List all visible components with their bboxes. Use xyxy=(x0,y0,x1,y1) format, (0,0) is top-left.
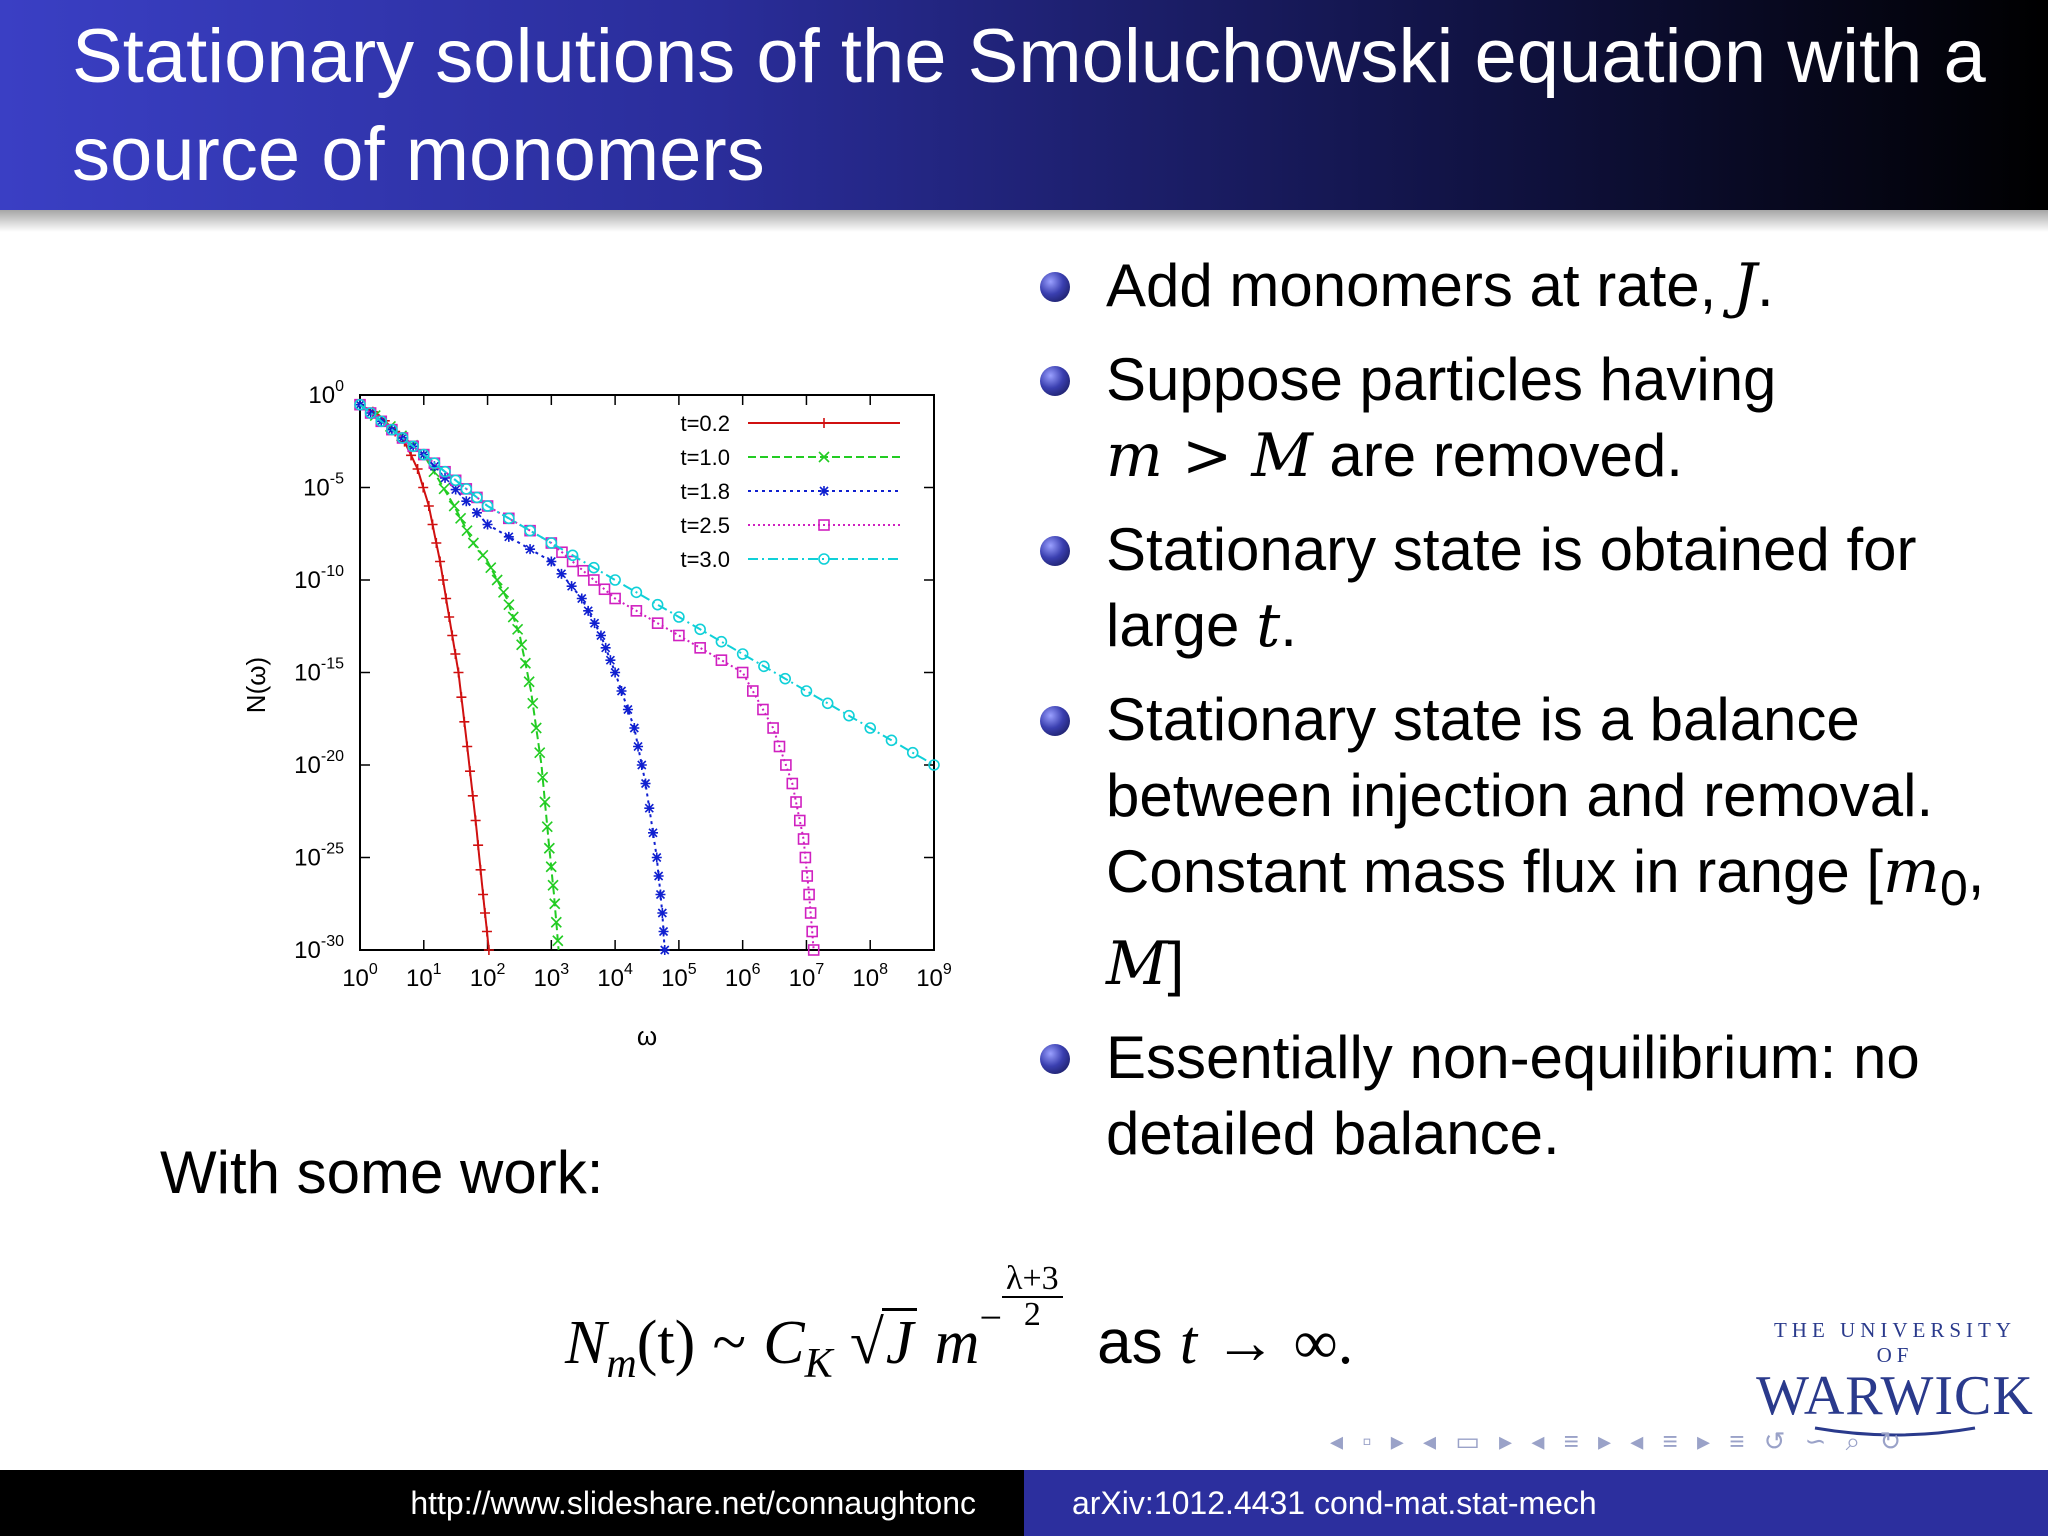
data-point xyxy=(468,538,478,548)
data-point xyxy=(525,544,535,554)
bullet-5 xyxy=(1040,1020,2040,1172)
bullet-4-bracket: ] xyxy=(1167,930,1185,997)
data-point xyxy=(644,803,654,813)
data-point xyxy=(413,464,423,474)
data-point xyxy=(472,508,482,518)
data-point xyxy=(435,557,445,567)
data-point xyxy=(577,594,587,604)
x-tick-label: $10^2$ xyxy=(469,961,506,992)
data-point xyxy=(610,668,620,678)
legend-marker xyxy=(819,418,829,428)
x-tick-label: $10^9$ xyxy=(916,961,952,992)
data-point xyxy=(478,890,488,900)
series-line xyxy=(360,405,489,950)
data-point xyxy=(738,649,748,659)
legend-marker xyxy=(819,486,829,496)
beamer-navigation[interactable]: ◂ ▫ ▸ ◂ ▭ ▸ ◂ ≡ ▸ ◂ ≡ ▸ ≡ ↺ ∽ ⌕ ↻ xyxy=(1330,1426,1908,1456)
data-point xyxy=(716,637,726,647)
data-point xyxy=(486,563,496,573)
formula-exponent xyxy=(1002,1262,1063,1332)
data-point xyxy=(483,520,493,530)
legend-label: t=0.2 xyxy=(680,411,730,436)
data-point xyxy=(525,526,535,536)
data-point xyxy=(504,532,514,542)
data-point xyxy=(450,649,460,659)
data-point xyxy=(418,483,428,493)
title-shadow xyxy=(0,210,2048,232)
series-layer xyxy=(355,400,939,955)
formula-arrow: → xyxy=(1214,1309,1277,1377)
data-point xyxy=(583,606,593,616)
y-tick-label: $10^0$ xyxy=(308,378,344,409)
footer-arxiv: arXiv:1012.4431 cond-mat.stat-mech xyxy=(1024,1470,2048,1536)
x-tick-label: $10^0$ xyxy=(342,961,378,992)
x-tick-label: $10^7$ xyxy=(788,961,825,992)
data-point xyxy=(441,594,451,604)
legend xyxy=(680,411,900,572)
data-point xyxy=(567,581,577,591)
data-point xyxy=(623,705,633,715)
y-tick-label: $10^{-15}$ xyxy=(294,655,344,687)
x-axis-label: ω xyxy=(636,1021,658,1051)
bullet-2-text: Suppose particles having xyxy=(1106,346,1777,413)
data-point xyxy=(428,520,438,530)
bullet-1-var-j: J xyxy=(1732,251,1758,321)
formula-t: t xyxy=(1179,1309,1198,1377)
formula-sim: ~ xyxy=(712,1309,747,1377)
data-point xyxy=(716,655,726,665)
data-point xyxy=(453,668,463,678)
y-axis-label: N(ω) xyxy=(241,656,271,714)
data-point xyxy=(499,587,509,597)
data-point xyxy=(456,692,466,702)
data-point xyxy=(589,575,599,585)
bullet-2 xyxy=(1040,342,2040,494)
legend-label: t=1.0 xyxy=(680,445,730,470)
data-point xyxy=(468,791,478,801)
data-point xyxy=(447,631,457,641)
footer xyxy=(0,1470,2048,1536)
formula-exp-num: λ+3 xyxy=(1002,1262,1063,1298)
bullet-ball-icon xyxy=(1040,272,1070,302)
bullet-4-sub-0: 0 xyxy=(1939,860,1968,916)
y-tick-label: $10^{-30}$ xyxy=(294,933,344,964)
bullet-3-end: . xyxy=(1280,592,1297,659)
data-point xyxy=(652,853,662,863)
data-point xyxy=(801,686,811,696)
bullet-ball-icon xyxy=(1040,366,1070,396)
bullet-1 xyxy=(1040,248,2040,324)
y-tick-label: $10^{-20}$ xyxy=(294,748,344,779)
formula xyxy=(565,1262,1353,1409)
bullet-ball-icon xyxy=(1040,536,1070,566)
data-point xyxy=(471,816,481,826)
y-tick-label: $10^{-25}$ xyxy=(294,840,344,872)
data-point xyxy=(660,945,670,955)
data-point xyxy=(748,686,758,696)
data-point xyxy=(508,612,518,622)
data-point xyxy=(480,908,490,918)
data-point xyxy=(590,618,600,628)
data-point xyxy=(605,655,615,665)
data-point xyxy=(462,526,472,536)
formula-infinity: ∞. xyxy=(1293,1309,1354,1377)
data-point xyxy=(629,723,639,733)
x-tick-label: $10^8$ xyxy=(852,961,889,992)
formula-sqrt-icon: √ xyxy=(849,1309,884,1377)
bullet-4 xyxy=(1040,682,2040,1002)
bullet-2-var-m: m xyxy=(1106,421,1163,491)
formula-sqrt-arg: J xyxy=(882,1308,918,1375)
data-point xyxy=(659,927,669,937)
formula-as: as xyxy=(1097,1308,1163,1377)
data-point xyxy=(484,945,494,955)
formula-N: N xyxy=(565,1309,607,1377)
bullet-2-gt: > xyxy=(1162,421,1252,491)
formula-C: C xyxy=(763,1309,805,1377)
formula-exp-den: 2 xyxy=(1023,1296,1041,1333)
bullet-2-var-M: M xyxy=(1251,421,1313,491)
data-point xyxy=(546,557,556,567)
title-bar xyxy=(0,0,2048,210)
with-some-work-text: With some work: xyxy=(160,1139,604,1206)
data-point xyxy=(648,828,658,838)
bullet-4-var-M: M xyxy=(1106,929,1168,999)
bullet-3-text: Stationary state is obtained for large xyxy=(1106,516,1917,659)
data-point xyxy=(444,612,454,622)
data-point xyxy=(695,643,705,653)
bullet-4-comma: , xyxy=(1967,838,1985,905)
bullet-3-var-t: t xyxy=(1256,591,1281,661)
data-point xyxy=(601,643,611,653)
data-point xyxy=(654,871,664,881)
legend-label: t=2.5 xyxy=(680,513,730,538)
bullet-4-text: Stationary state is a balance between injection and removal. Constant mass flux in range [ xyxy=(1106,686,1934,905)
data-point xyxy=(641,779,651,789)
data-point xyxy=(465,766,475,776)
data-point xyxy=(461,496,471,506)
x-tick-label: $10^6$ xyxy=(724,961,761,992)
data-point xyxy=(633,742,643,752)
data-point xyxy=(617,686,627,696)
x-tick-label: $10^4$ xyxy=(597,961,633,992)
data-point xyxy=(456,513,466,523)
data-point xyxy=(556,569,566,579)
tick-group xyxy=(294,378,952,992)
formula-C-sub: K xyxy=(804,1341,833,1387)
logo-line2: WARWICK xyxy=(1756,1365,2034,1427)
bullet-3 xyxy=(1040,512,2040,664)
data-point xyxy=(738,668,748,678)
series-line xyxy=(360,405,665,950)
data-point xyxy=(478,550,488,560)
data-point xyxy=(657,908,667,918)
data-point xyxy=(482,927,492,937)
chart-panel xyxy=(210,375,1010,1075)
series-t=0.2 xyxy=(355,400,494,955)
slide-title: Stationary solutions of the Smoluchowski equation with a source of monomers xyxy=(72,14,1986,197)
y-tick-label: $10^{-5}$ xyxy=(303,470,344,502)
data-point xyxy=(674,631,684,641)
data-point xyxy=(473,840,483,850)
data-point xyxy=(655,890,665,900)
legend-label: t=3.0 xyxy=(680,547,730,572)
bullet-ball-icon xyxy=(1040,1044,1070,1074)
logo-line1: THE UNIVERSITY OF xyxy=(1773,1318,2017,1367)
formula-exp-sign: − xyxy=(979,1295,1002,1340)
formula-arg: (t) xyxy=(636,1309,696,1377)
data-point xyxy=(431,538,441,548)
bullet-1-end: . xyxy=(1757,252,1774,319)
footer-url: http://www.slideshare.net/connaughtonc xyxy=(0,1470,1024,1536)
x-tick-label: $10^3$ xyxy=(533,961,570,992)
data-point xyxy=(653,600,663,610)
bullet-1-text: Add monomers at rate, xyxy=(1106,252,1733,319)
formula-m: m xyxy=(934,1309,980,1377)
y-tick-label: $10^{-10}$ xyxy=(294,563,344,594)
data-point xyxy=(459,717,469,727)
data-point xyxy=(599,584,609,594)
formula-N-sub: m xyxy=(606,1341,637,1387)
series-t=1.8 xyxy=(355,400,670,955)
data-point xyxy=(610,575,620,585)
data-point xyxy=(513,624,523,634)
data-point xyxy=(823,698,833,708)
data-point xyxy=(596,631,606,641)
data-point xyxy=(439,484,449,494)
series-t=2.5 xyxy=(355,400,819,955)
x-tick-label: $10^5$ xyxy=(661,961,697,992)
data-point xyxy=(578,566,588,576)
chart xyxy=(210,375,1010,1075)
data-point xyxy=(449,501,459,511)
bullet-2-end: are removed. xyxy=(1312,422,1683,489)
bullet-ball-icon xyxy=(1040,706,1070,736)
bullet-4-var-m: m xyxy=(1883,837,1940,907)
bullet-5-text: Essentially non-equilibrium: no detailed balance. xyxy=(1106,1024,1920,1167)
x-tick-label: $10^1$ xyxy=(405,961,442,992)
data-point xyxy=(637,760,647,770)
data-point xyxy=(424,501,434,511)
data-point xyxy=(476,865,486,875)
data-point xyxy=(462,742,472,752)
data-point xyxy=(504,600,514,610)
data-point xyxy=(492,575,502,585)
legend-label: t=1.8 xyxy=(680,479,730,504)
bullet-list xyxy=(1040,248,2040,1190)
data-point xyxy=(438,575,448,585)
